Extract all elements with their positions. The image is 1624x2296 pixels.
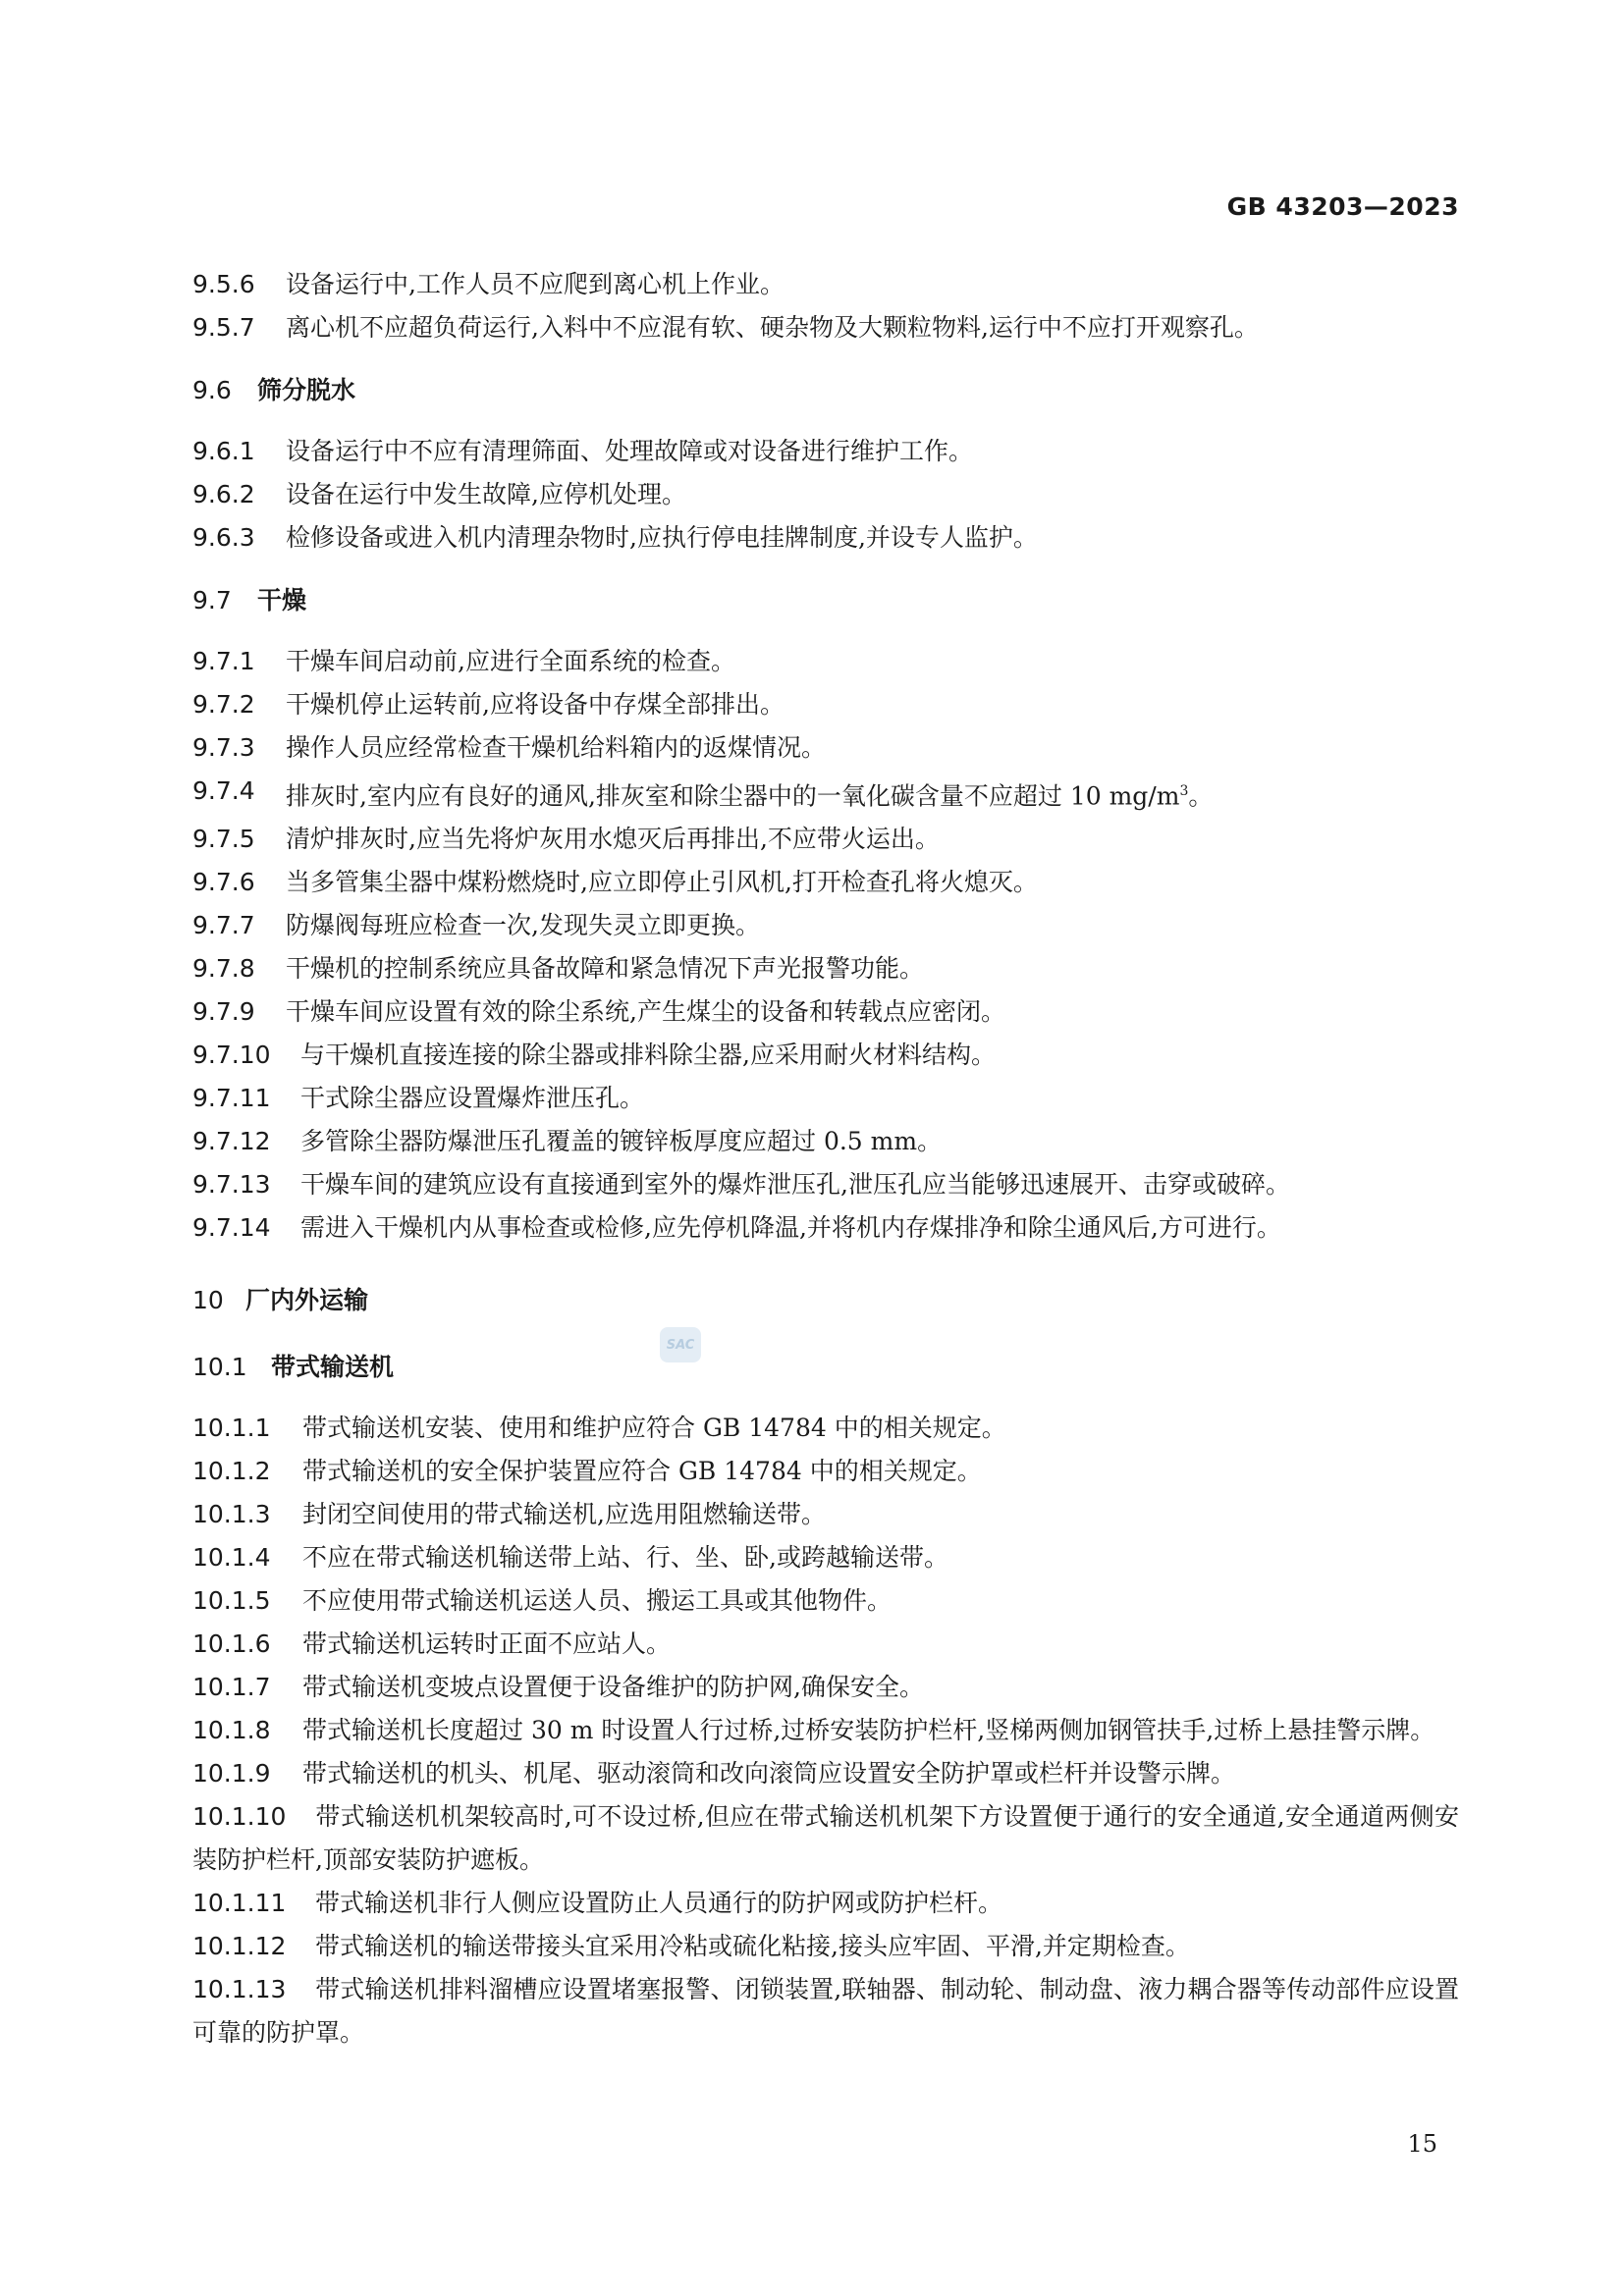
clause-number: 9.7.13 [192, 1170, 271, 1200]
clause-number: 9.7.9 [192, 997, 255, 1027]
clause-10-1-4 [192, 1536, 1459, 1579]
clause-10-1-1 [192, 1407, 1459, 1450]
clause-text: 检修设备或进入机内清理杂物时,应执行停电挂牌制度,并设专人监护。 [286, 523, 1038, 552]
clause-number: 10.1.12 [192, 1932, 287, 1961]
clause-text: 设备运行中,工作人员不应爬到离心机上作业。 [286, 270, 785, 298]
clause-number: 10.1.4 [192, 1543, 271, 1573]
clause-9-6-1 [192, 430, 1459, 473]
standard-code: GB 43203—2023 [1226, 192, 1459, 221]
clause-number: 10.1.11 [192, 1889, 287, 1918]
clause-9-7-6 [192, 861, 1459, 904]
section-title: 带式输送机 [271, 1353, 395, 1382]
clause-number: 9.7.6 [192, 868, 255, 897]
clause-text: 带式输送机长度超过 30 m 时设置人行过桥,过桥安装防护栏杆,竖梯两侧加钢管扶手,过桥上悬挂警示牌。 [302, 1716, 1435, 1745]
clause-text: 带式输送机排料溜槽应设置堵塞报警、闭锁装置,联轴器、制动轮、制动盘、液力耦合器等传动部件应设置可靠的防护罩。 [192, 1975, 1459, 2048]
clause-10-1-10 [192, 1795, 1459, 1882]
clause-text: 干式除尘器应设置爆炸泄压孔。 [300, 1084, 645, 1113]
clause-10-1-7 [192, 1666, 1459, 1709]
clause-number: 9.6.3 [192, 523, 255, 552]
clause-10-1-8 [192, 1709, 1459, 1752]
clause-text: 干燥车间的建筑应设有直接通到室外的爆炸泄压孔,泄压孔应当能够迅速展开、击穿或破碎。 [300, 1170, 1290, 1200]
clause-10-1-13 [192, 1968, 1459, 2055]
clause-text: 多管除尘器防爆泄压孔覆盖的镀锌板厚度应超过 0.5 mm。 [300, 1127, 943, 1156]
clause-10-1-2 [192, 1450, 1459, 1493]
clause-9-7-8 [192, 947, 1459, 990]
clause-text: 需进入干燥机内从事检查或检修,应先停机降温,并将机内存煤排净和除尘通风后,方可进行。 [300, 1213, 1281, 1243]
clause-number: 9.7.4 [192, 776, 255, 805]
clause-number: 10.1.10 [192, 1802, 287, 1832]
clause-text: 带式输送机安装、使用和维护应符合 GB 14784 中的相关规定。 [302, 1414, 1006, 1443]
clause-number: 9.7.8 [192, 954, 255, 984]
clause-text: 操作人员应经常检查干燥机给料箱内的返煤情况。 [286, 733, 827, 762]
page-number: 15 [1407, 2130, 1437, 2158]
clause-number: 9.7.10 [192, 1041, 271, 1070]
clause-text: 防爆阀每班应检查一次,发现失灵立即更换。 [286, 911, 760, 940]
clause-text: 干燥车间应设置有效的除尘系统,产生煤尘的设备和转载点应密闭。 [286, 997, 1005, 1027]
section-title: 干燥 [257, 586, 307, 614]
clause-text: 设备运行中不应有清理筛面、处理故障或对设备进行维护工作。 [286, 437, 974, 465]
clause-10-1-5 [192, 1579, 1459, 1623]
clause-9-7-9 [192, 990, 1459, 1034]
clause-9-7-3 [192, 726, 1459, 770]
clause-text: 带式输送机非行人侧应设置防止人员通行的防护网或防护栏杆。 [315, 1889, 1003, 1918]
clause-9-7-14 [192, 1206, 1459, 1250]
section-9-6-heading [192, 369, 1459, 412]
clause-9-5-7 [192, 306, 1459, 349]
clause-number: 9.5.6 [192, 270, 255, 298]
clause-text: 设备在运行中发生故障,应停机处理。 [286, 480, 686, 508]
clause-number: 10.1.13 [192, 1975, 287, 2004]
clause-number: 9.7.3 [192, 733, 255, 762]
clause-number: 9.7.5 [192, 825, 255, 854]
clause-9-7-5 [192, 818, 1459, 861]
clause-10-1-6 [192, 1623, 1459, 1666]
clause-number: 9.6.1 [192, 437, 255, 465]
clause-number: 9.6.2 [192, 480, 255, 508]
clause-text: 清炉排灰时,应当先将炉灰用水熄灭后再排出,不应带火运出。 [286, 825, 940, 854]
clause-text: 带式输送机的机头、机尾、驱动滚筒和改向滚筒应设置安全防护罩或栏杆并设警示牌。 [302, 1759, 1236, 1789]
unit-superscript: 3 [1179, 783, 1189, 799]
clause-9-7-12 [192, 1120, 1459, 1163]
clause-text: 干燥机的控制系统应具备故障和紧急情况下声光报警功能。 [286, 954, 925, 984]
clause-text: 不应在带式输送机输送带上站、行、坐、卧,或跨越输送带。 [302, 1543, 948, 1573]
clause-9-6-2 [192, 473, 1459, 516]
clause-text: 带式输送机变坡点设置便于设备维护的防护网,确保安全。 [302, 1673, 924, 1702]
section-9-7-heading [192, 579, 1459, 622]
clause-9-7-1 [192, 640, 1459, 683]
clause-9-7-10 [192, 1034, 1459, 1077]
section-10-1-heading [192, 1346, 1459, 1389]
clause-10-1-12 [192, 1925, 1459, 1968]
clause-number: 9.7.11 [192, 1084, 271, 1113]
clause-text: 当多管集尘器中煤粉燃烧时,应立即停止引风机,打开检查孔将火熄灭。 [286, 868, 1038, 897]
clause-9-7-13 [192, 1163, 1459, 1206]
document-body [192, 263, 1459, 2055]
clause-text-end: 。 [1188, 781, 1214, 811]
clause-number: 10.1.1 [192, 1414, 271, 1443]
clause-text: 封闭空间使用的带式输送机,应选用阻燃输送带。 [302, 1500, 826, 1529]
clause-text: 干燥机停止运转前,应将设备中存煤全部排出。 [286, 690, 785, 719]
clause-number: 10.1.6 [192, 1629, 271, 1659]
section-title: 筛分脱水 [257, 376, 356, 404]
clause-number: 9.7.2 [192, 690, 255, 719]
clause-number: 9.7.1 [192, 647, 255, 675]
chapter-10-heading [192, 1279, 1459, 1322]
chapter-number: 10 [192, 1286, 224, 1315]
clause-text [286, 770, 1459, 818]
section-number: 9.6 [192, 376, 232, 404]
clause-text: 不应使用带式输送机运送人员、搬运工具或其他物件。 [302, 1586, 893, 1616]
clause-text: 带式输送机的安全保护装置应符合 GB 14784 中的相关规定。 [302, 1457, 982, 1486]
clause-text: 与干燥机直接连接的除尘器或排料除尘器,应采用耐火材料结构。 [300, 1041, 996, 1070]
clause-text: 带式输送机的输送带接头宜采用冷粘或硫化粘接,接头应牢固、平滑,并定期检查。 [315, 1932, 1190, 1961]
clause-number: 10.1.3 [192, 1500, 271, 1529]
clause-text: 干燥车间启动前,应进行全面系统的检查。 [286, 647, 735, 675]
clause-9-7-11 [192, 1077, 1459, 1120]
clause-number: 10.1.7 [192, 1673, 271, 1702]
clause-9-6-3 [192, 516, 1459, 560]
clause-9-7-2 [192, 683, 1459, 726]
clause-text: 带式输送机机架较高时,可不设过桥,但应在带式输送机机架下方设置便于通行的安全通道,安全通道两侧安装防护栏杆,顶部安装防护遮板。 [192, 1802, 1459, 1875]
section-number: 9.7 [192, 586, 232, 614]
clause-number: 9.7.12 [192, 1127, 271, 1156]
clause-number: 9.5.7 [192, 313, 255, 342]
clause-number: 10.1.9 [192, 1759, 271, 1789]
clause-9-7-4 [192, 770, 1459, 818]
clause-number: 10.1.8 [192, 1716, 271, 1745]
clause-text: 带式输送机运转时正面不应站人。 [302, 1629, 672, 1659]
clause-9-7-7 [192, 904, 1459, 947]
chapter-title: 厂内外运输 [245, 1286, 369, 1315]
clause-number: 10.1.5 [192, 1586, 271, 1616]
clause-10-1-3 [192, 1493, 1459, 1536]
clause-10-1-11 [192, 1882, 1459, 1925]
clause-text-main: 排灰时,室内应有良好的通风,排灰室和除尘器中的一氧化碳含量不应超过 10 mg/m [286, 781, 1180, 811]
section-number: 10.1 [192, 1353, 247, 1382]
clause-number: 9.7.7 [192, 911, 255, 940]
clause-9-5-6 [192, 263, 1459, 306]
clause-number: 10.1.2 [192, 1457, 271, 1486]
clause-number: 9.7.14 [192, 1213, 271, 1243]
clause-10-1-9 [192, 1752, 1459, 1795]
sac-watermark: SAC [660, 1327, 701, 1362]
clause-text: 离心机不应超负荷运行,入料中不应混有软、硬杂物及大颗粒物料,运行中不应打开观察孔。 [286, 313, 1259, 342]
